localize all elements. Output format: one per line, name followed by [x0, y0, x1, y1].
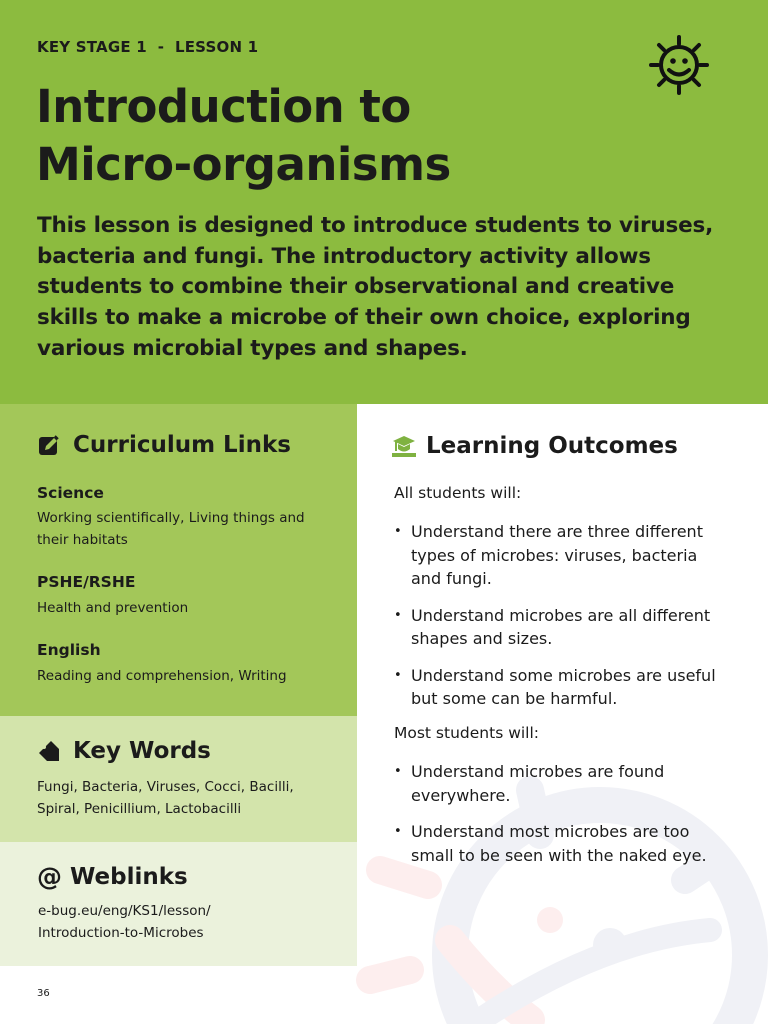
- key-words-list: Fungi, Bacteria, Viruses, Cocci, Bacilli, Spiral, Penicillium, Lactobacilli: [37, 779, 294, 817]
- key-words-title: Key Words: [73, 738, 211, 764]
- all-students-list: [394, 520, 724, 711]
- all-students-label: All students will:: [394, 484, 522, 502]
- graduation-cap-icon: [392, 434, 416, 458]
- subject-english-detail: Reading and comprehension, Writing: [37, 668, 287, 684]
- page-number: 36: [37, 988, 50, 999]
- list-item: • Understand some microbes are useful but some can be harmful.: [394, 664, 724, 711]
- lesson-kicker: KEY STAGE 1 - LESSON 1: [37, 38, 259, 56]
- microbe-smiley-icon: [645, 33, 713, 97]
- pencil-icon: [37, 433, 61, 457]
- subject-science-detail: Working scientifically, Living things and their habitats: [37, 510, 305, 548]
- lesson-header: [0, 0, 768, 404]
- page-title: [36, 78, 451, 194]
- title-line-1: Introduction to: [36, 80, 411, 133]
- subject-english: English: [37, 641, 101, 659]
- weblinks-heading: [37, 862, 188, 891]
- most-students-label: Most students will:: [394, 724, 540, 742]
- list-item: • Understand most microbes are too small to be seen with the naked eye.: [394, 820, 724, 867]
- curriculum-links-title: Curriculum Links: [73, 432, 291, 458]
- subject-pshe-detail: Health and prevention: [37, 600, 189, 616]
- most-students-list: [394, 760, 724, 867]
- list-item: • Understand there are three different types of microbes: viruses, bacteria and fungi.: [394, 520, 724, 591]
- title-line-2: Micro-organisms: [36, 138, 451, 191]
- subject-science: Science: [37, 484, 104, 502]
- key-words-heading: [37, 738, 211, 764]
- subject-pshe: PSHE/RSHE: [37, 573, 136, 591]
- weblinks-title: Weblinks: [70, 863, 188, 890]
- at-sign-icon: @: [37, 862, 62, 891]
- weblink-line-1[interactable]: e-bug.eu/eng/KS1/lesson/: [38, 903, 211, 919]
- weblink[interactable]: [38, 901, 338, 944]
- list-item: • Understand microbes are all different shapes and sizes.: [394, 604, 724, 651]
- curriculum-links-heading: [37, 432, 291, 458]
- weblinks-panel: [0, 842, 357, 966]
- lesson-intro: This lesson is designed to introduce students to viruses, bacteria and fungi. The introductory activity allows students to combine their observational and creative skills to make a microbe of their own choice, exploring various microbial types and shapes.: [37, 213, 714, 361]
- learning-outcomes-heading: [392, 433, 678, 459]
- curriculum-links-panel: [0, 404, 357, 716]
- weblink-line-2[interactable]: Introduction-to-Microbes: [38, 924, 204, 941]
- learning-outcomes-title: Learning Outcomes: [426, 433, 678, 459]
- list-item: • Understand microbes are found everywhere.: [394, 760, 724, 807]
- key-words-panel: [0, 716, 357, 842]
- tag-icon: [37, 739, 61, 763]
